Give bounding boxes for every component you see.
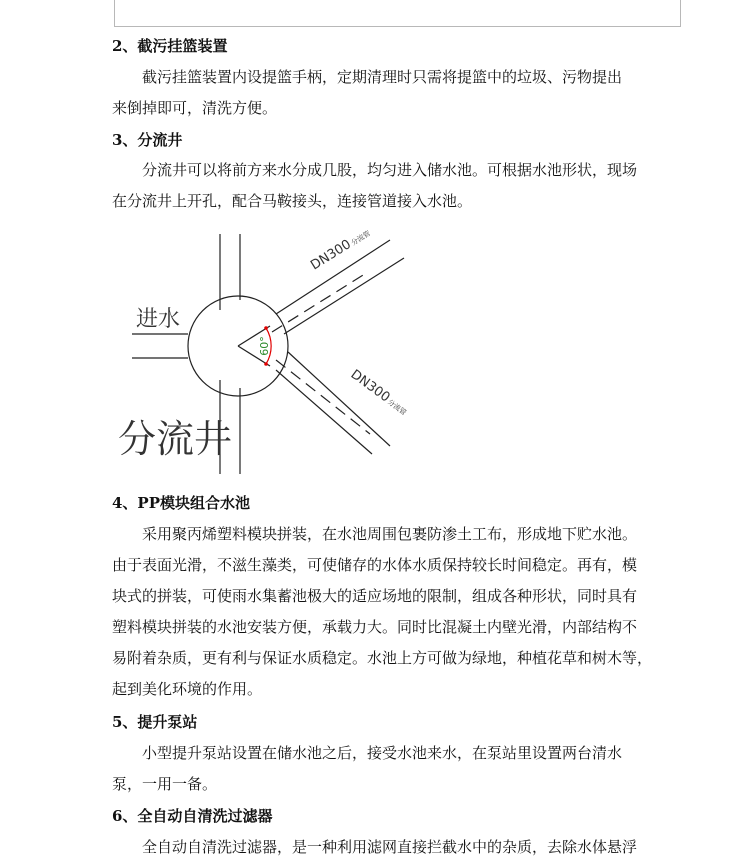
- section-body-3: [112, 155, 682, 217]
- branch-bottom-edge-1: [288, 352, 390, 446]
- text-line: 在分流井上开孔，配合马鞍接头，连接管道接入水池。: [112, 192, 473, 210]
- pipe-top-label: DN300: [308, 237, 354, 274]
- angle-dot-top: [264, 326, 268, 330]
- section-heading-2: 2、截污挂篮装置: [112, 37, 228, 55]
- angle-dot-bottom: [264, 362, 268, 366]
- branch-top-centerline: [272, 272, 368, 332]
- text-line: 小型提升泵站设置在储水池之后，接受水池来水，在泵站里设置两台清水: [142, 744, 623, 762]
- section-heading-3: 3、分流井: [112, 131, 183, 149]
- inlet-label: 进水: [136, 307, 181, 332]
- section-heading-5: 5、提升泵站: [112, 713, 198, 731]
- text-line: 截污挂篮装置内设提篮手柄，定期清理时只需将提篮中的垃圾、污物提出: [142, 68, 623, 86]
- pipe-bottom-sublabel: 分流管: [386, 398, 408, 417]
- section-body-4: [112, 519, 682, 705]
- text-line: 采用聚丙烯塑料模块拼装，在水池周围包裹防渗土工布，形成地下贮水池。: [142, 525, 638, 543]
- section-body-5: [112, 738, 682, 800]
- section-heading-4: 4、PP模块组合水池: [112, 494, 250, 512]
- text-line: 泵，一用一备。: [112, 775, 218, 793]
- margin-mark-right: [680, 0, 681, 26]
- section-body-2: [112, 62, 682, 124]
- diverter-well-diagram: [110, 228, 440, 478]
- pipe-bottom-label: DN300: [347, 367, 393, 406]
- text-line: 易附着杂质，更有利与保证水质稳定。水池上方可做为绿地，种植花草和树木等，: [112, 649, 653, 667]
- text-line: 块式的拼装，可使雨水集蓄池极大的适应场地的限制，组成各种形状，同时具有: [112, 587, 638, 605]
- text-line: 塑料模块拼装的水池安装方便，承载力大。同时比混凝土内壁光滑，内部结构不: [112, 618, 638, 636]
- angle-label: 60°: [258, 336, 271, 356]
- pipe-top-sublabel: 分流管: [349, 229, 372, 248]
- margin-mark-left: [114, 0, 115, 26]
- margin-line-top: [114, 26, 681, 27]
- section-body-6: [112, 832, 682, 863]
- text-line: 由于表面光滑，不滋生藻类，可使储存的水体水质保持较长时间稳定。再有，模: [112, 556, 638, 574]
- text-line: 起到美化环境的作用。: [112, 680, 263, 698]
- text-line: 分流井可以将前方来水分成几股，均匀进入储水池。可根据水池形状，现场: [142, 161, 638, 179]
- section-heading-6: 6、全自动自清洗过滤器: [112, 807, 273, 825]
- text-line: 全自动自清洗过滤器，是一种利用滤网直接拦截水中的杂质，去除水体悬浮: [142, 838, 638, 856]
- text-line: 来倒掉即可，清洗方便。: [112, 99, 278, 117]
- well-label: 分流井: [118, 417, 233, 461]
